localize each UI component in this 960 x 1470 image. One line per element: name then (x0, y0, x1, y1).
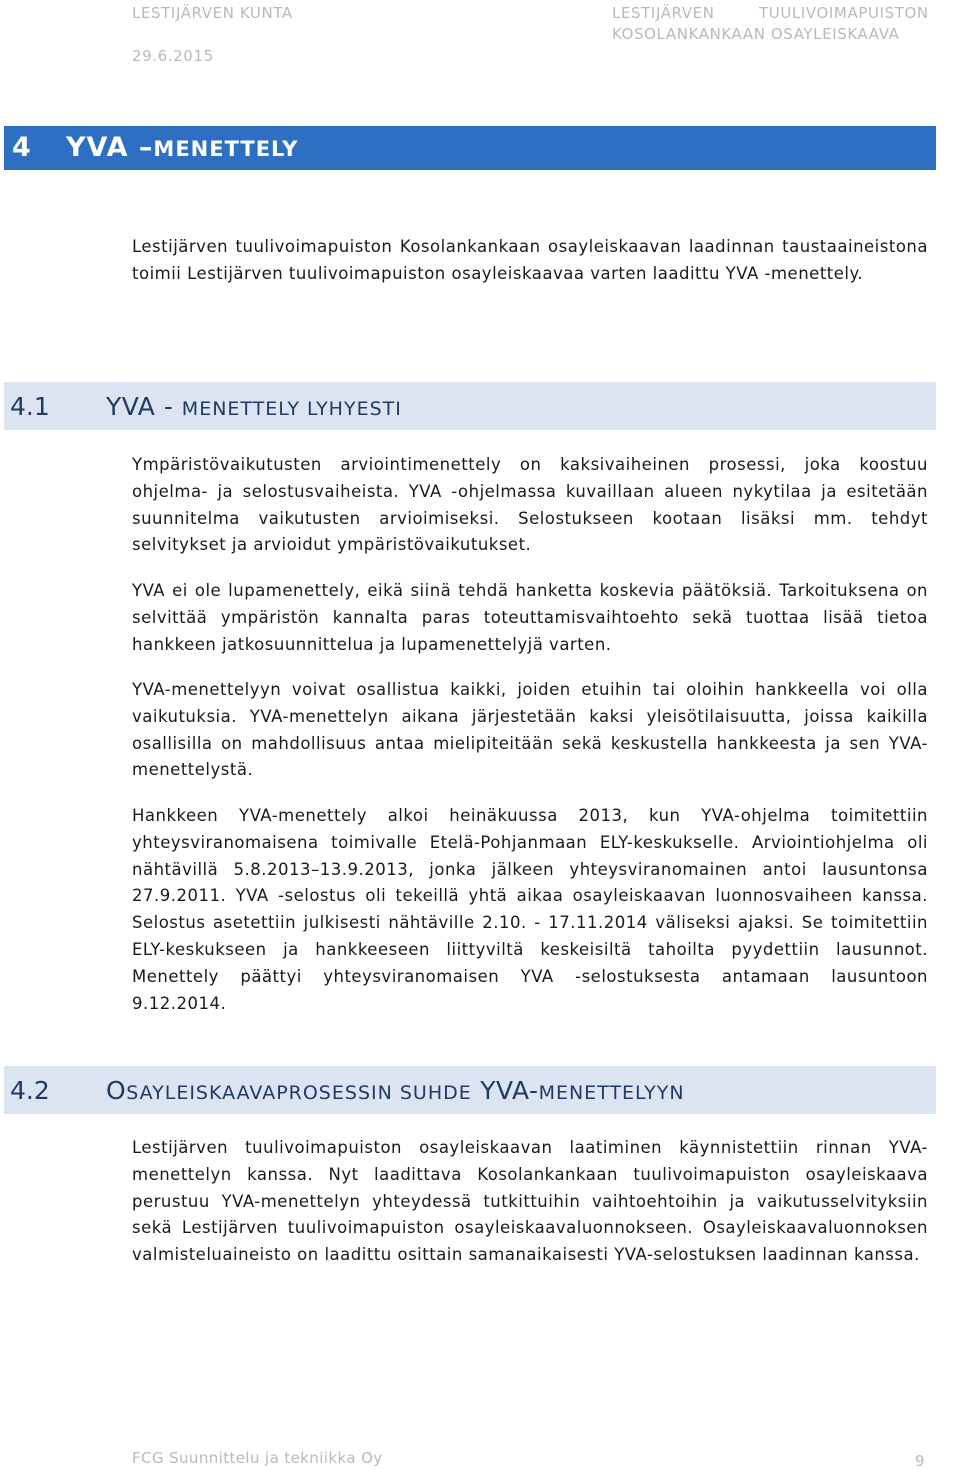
section-title-part: O (106, 1076, 127, 1105)
section-heading-4-2 (4, 1066, 936, 1114)
section-title (106, 1076, 685, 1105)
header-document-title-b: TUULIVOIMAPUISTON (759, 4, 929, 22)
section-number: 4.2 (10, 1076, 50, 1105)
intro-paragraph: Lestijärven tuulivoimapuiston Kosolankankaan osayleiskaavan laadinnan taustaaineistona toimii Lestijärven tuulivoimapuiston osayleiskaavaa varten laadittu YVA -menettely. (132, 237, 928, 283)
section-title (106, 392, 402, 421)
section-title-part: MENETTELY LYHYESTI (181, 398, 402, 420)
header-document-subtitle: KOSOLANKANKAAN OSAYLEISKAAVA (612, 25, 900, 43)
chapter-number: 4 (12, 132, 31, 163)
section-title-part: YVA- (480, 1076, 539, 1105)
header-date: 29.6.2015 (132, 47, 214, 65)
chapter-title-sub: MENETTELY (153, 137, 299, 161)
chapter-heading-bar (4, 126, 936, 170)
body-paragraph: Ympäristövaikutusten arviointimenettely on kaksivaiheinen prosessi, joka koostuu ohjelma- ja selostusvaiheista. YVA -ohjelmassa kuvaillaan alueen nykytilaa ja esitetään suunnitelma vaikutusten arvioimiseksi. Selostukseen kootaan lisäksi mm. tehdyt selvitykset ja arvioidut ympäristövaikutukset. (132, 455, 928, 555)
body-paragraph: YVA ei ole lupamenettely, eikä siinä tehdä hanketta koskevia päätöksiä. Tarkoituksena on selvittää ympäristön kannalta paras toteuttamisvaihtoehto sekä tuottaa lisää tietoa hankkeen jatkosuunnittelua ja lupamenettelyjä varten. (132, 581, 928, 654)
body-paragraph: YVA-menettelyyn voivat osallistua kaikki, joiden etuihin tai oloihin hankkeella voi olla vaikutuksia. YVA-menettelyn aikana järjestetään kaksi yleisötilaisuutta, joissa kaikilla osallisilla on mahdollisuus antaa mielipiteitään sekä keskustella hankkeesta ja sen YVA-menettelystä. (132, 680, 928, 780)
body-paragraph: Hankkeen YVA-menettely alkoi heinäkuussa 2013, kun YVA-ohjelma toimitettiin yhteysviranomaisena toimivalle Etelä-Pohjanmaan ELY-keskukselle. Arviointiohjelma oli nähtävillä 5.8.2013–13.9.2013, jonka jälkeen yhteysviranomainen antoi lausuntonsa 27.9.2011. YVA -selostus oli tekeillä yhtä aikaa osayleiskaavan luonnosvaiheen kanssa. Selostus asetettiin julkisesti nähtäville 2.10. - 17.11.2014 väliseksi ajaksi. Se toimitettiin ELY-keskukseen ja hankkeeseen liittyviltä keskeisiltä tahoilta pyydettiin lausunnot. Menettely päättyi yhteysviranomaisen YVA -selostuksesta antamaan lausuntoon 9.12.2014. (132, 806, 928, 1013)
section-number: 4.1 (10, 392, 50, 421)
body-paragraph: Lestijärven tuulivoimapuiston osayleiskaavan laatiminen käynnistettiin rinnan YVA-menettelyn kanssa. Nyt laadittava Kosolankankaan tuulivoimapuiston osayleiskaava perustuu YVA-menettelyn yhteydessä tutkittuihin vaihtoehtoihin ja vaikutusselvityksiin sekä Lestijärven tuulivoimapuiston osayleiskaavaluonnokseen. Osayleiskaavaluonnoksen valmisteluaineisto on laadittu osittain samanaikaisesti YVA-selostuksen laadinnan kanssa. (132, 1138, 928, 1265)
chapter-title-main: YVA – (66, 132, 154, 163)
footer-company: FCG Suunnittelu ja tekniikka Oy (132, 1449, 383, 1467)
section-title-part: YVA - (106, 392, 174, 421)
section-title-part: SAYLEISKAAVAPROSESSIN SUHDE (126, 1082, 472, 1104)
page-number: 9 (915, 1452, 925, 1470)
header-municipality: LESTIJÄRVEN KUNTA (132, 4, 293, 22)
chapter-title (66, 132, 298, 163)
section-heading-4-1 (4, 382, 936, 430)
header-document-title-a: LESTIJÄRVEN (612, 4, 715, 22)
section-title-part: MENETTELYYN (538, 1082, 685, 1104)
